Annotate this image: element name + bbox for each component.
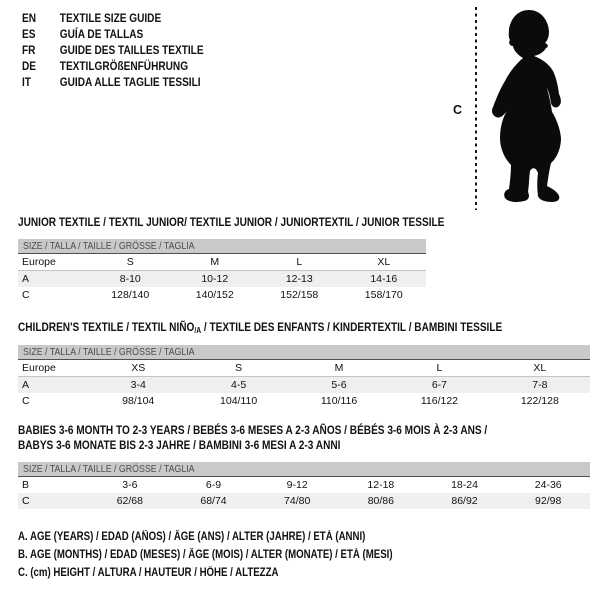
language-row-es [22, 26, 238, 42]
babies-title-line2: BABYS 3-6 MONATE BIS 2-3 JAHRE / BAMBINI 3-6 MESI A 2-3 ANNI [18, 437, 341, 452]
language-row-en [22, 10, 238, 26]
value-cell: 18-24 [451, 479, 478, 491]
value-cell: 68/74 [200, 495, 227, 507]
language-code: FR [22, 43, 36, 57]
size-cell: S [235, 362, 243, 374]
language-code: ES [22, 27, 36, 41]
language-label: GUIDA ALLE TAGLIE TESSILI [59, 75, 201, 89]
value-cell: 110/116 [320, 395, 358, 407]
children-table-title: CHILDREN'S TEXTILE / TEXTIL NIÑO/A / TEXTILE DES ENFANTS / KINDERTEXTIL / BAMBINI TESSILE [18, 320, 503, 335]
table-row [18, 254, 426, 271]
value-cell: 6-7 [431, 379, 448, 391]
value-cell: 12-18 [367, 479, 395, 491]
value-cell: 152/158 [280, 289, 319, 301]
footnote-c: C. (cm) HEIGHT / ALTURA / HAUTEUR / HÖHE / ALTEZZA [18, 567, 279, 579]
row-label: A [22, 379, 30, 391]
footnotes [18, 528, 464, 582]
language-code: DE [22, 59, 37, 73]
value-cell: 140/152 [195, 289, 234, 301]
toddler-silhouette-icon [484, 7, 572, 207]
value-cell: 5-6 [331, 379, 347, 391]
value-cell: 86/92 [451, 495, 478, 507]
language-label: GUÍA DE TALLAS [59, 27, 144, 41]
table-row [18, 271, 426, 287]
value-cell: 4-5 [231, 379, 247, 391]
value-cell: 80/86 [367, 495, 394, 507]
size-cell: XS [131, 362, 146, 374]
language-code: IT [22, 75, 31, 89]
size-cell: L [436, 362, 443, 374]
babies-title-line1: BABIES 3-6 MONTH TO 2-3 YEARS / BEBÉS 3-6 MESES A 2-3 AÑOS / BÉBÉS 3-6 MOIS À 2-3 ANS / [18, 423, 488, 437]
value-cell: 7-8 [532, 379, 548, 391]
size-header-bar: SIZE / TALLA / TAILLE / GRÖSSE / TAGLIA [18, 345, 590, 360]
language-label: GUIDE DES TAILLES TEXTILE [59, 43, 204, 57]
language-list [22, 10, 238, 90]
size-cell: XL [533, 362, 547, 374]
value-cell: 128/140 [111, 289, 150, 301]
height-label: C [453, 103, 463, 117]
value-cell: 12-13 [285, 273, 313, 285]
language-row-fr [22, 42, 238, 58]
table-row [18, 377, 590, 393]
size-header-bar: SIZE / TALLA / TAILLE / GRÖSSE / TAGLIA [18, 462, 590, 477]
size-cell: S [126, 256, 134, 268]
table-row [18, 287, 426, 303]
row-label: A [22, 273, 30, 285]
value-cell: 104/110 [220, 395, 258, 407]
babies-table-title [18, 423, 577, 452]
language-code: EN [22, 11, 37, 25]
value-cell: 92/98 [535, 495, 562, 507]
row-label: Europe [22, 362, 56, 374]
table-row [18, 360, 590, 377]
row-label: C [22, 395, 30, 407]
junior-table [18, 239, 426, 303]
language-label: TEXTILE SIZE GUIDE [59, 11, 162, 25]
value-cell: 62/68 [116, 495, 143, 507]
row-label: Europe [22, 256, 56, 268]
size-cell: M [210, 256, 220, 268]
value-cell: 6-9 [205, 479, 222, 491]
babies-table [18, 462, 590, 509]
subscript: /A [194, 326, 202, 335]
table-row [18, 477, 590, 493]
value-cell: 8-10 [119, 273, 141, 285]
size-cell: XL [377, 256, 391, 268]
size-cell: M [334, 362, 344, 374]
value-cell: 10-12 [201, 273, 229, 285]
value-cell: 98/104 [122, 395, 155, 407]
size-header-bar: SIZE / TALLA / TAILLE / GRÖSSE / TAGLIA [18, 239, 426, 254]
table-row [18, 393, 590, 409]
row-label: B [22, 479, 30, 491]
language-row-it [22, 74, 238, 90]
language-row-de [22, 58, 238, 74]
height-dashed-line [475, 7, 477, 210]
value-cell: 24-36 [534, 479, 562, 491]
value-cell: 3-4 [130, 379, 146, 391]
junior-table-title: JUNIOR TEXTILE / TEXTIL JUNIOR/ TEXTILE JUNIOR / JUNIORTEXTIL / JUNIOR TESSILE [18, 215, 445, 229]
children-table [18, 345, 590, 409]
value-cell: 116/122 [420, 395, 459, 407]
value-cell: 122/128 [520, 395, 559, 407]
value-cell: 74/80 [284, 495, 311, 507]
language-label: TEXTILGRÖßENFÜHRUNG [59, 59, 189, 73]
table-row [18, 493, 590, 509]
footnote-a: A. AGE (YEARS) / EDAD (AÑOS) / ÂGE (ANS) / ALTER (JAHRE) / ETÀ (ANNI) [18, 531, 366, 543]
value-cell: 9-12 [286, 479, 308, 491]
value-cell: 3-6 [122, 479, 138, 491]
value-cell: 14-16 [370, 273, 398, 285]
row-label: C [22, 495, 30, 507]
row-label: C [22, 289, 30, 301]
footnote-b: B. AGE (MONTHS) / EDAD (MESES) / ÂGE (MOIS) / ALTER (MONATE) / ETÀ (MESI) [18, 549, 393, 561]
value-cell: 158/170 [364, 289, 403, 301]
size-cell: L [296, 256, 303, 268]
